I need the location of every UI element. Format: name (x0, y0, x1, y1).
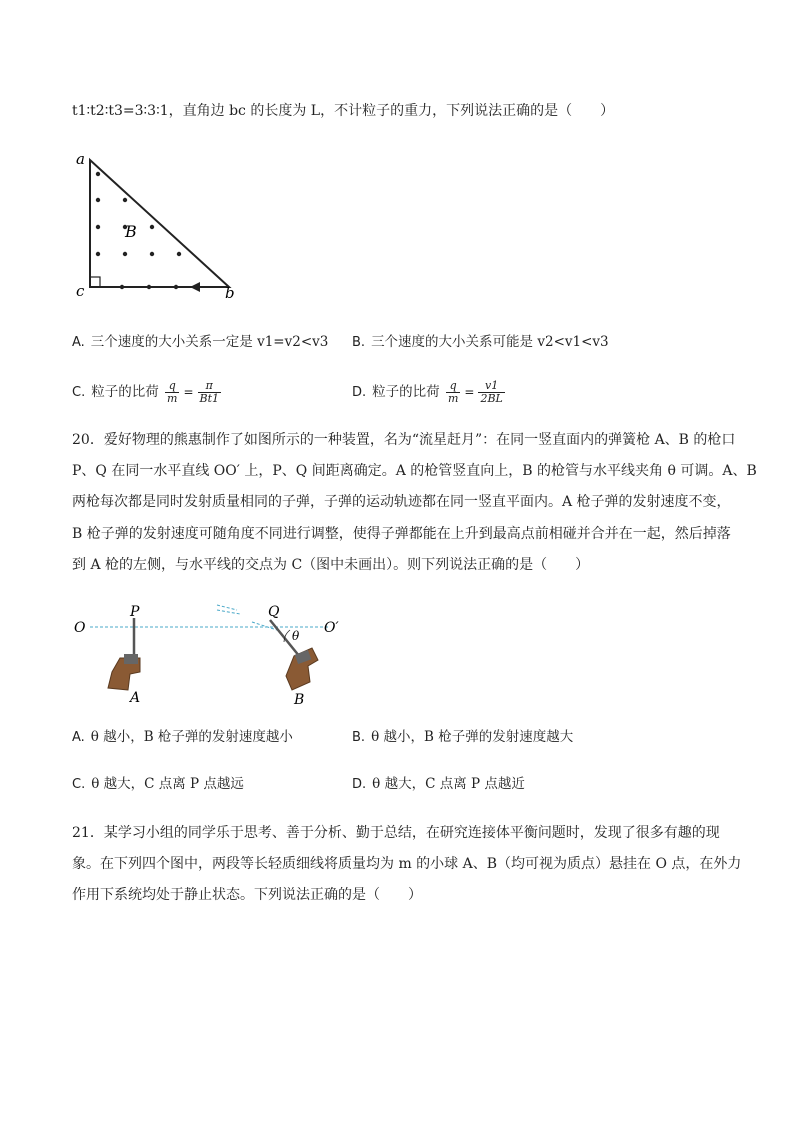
q20-option-d (352, 774, 525, 795)
option-label: B. (352, 730, 366, 745)
option-text: 粒子的比荷 (372, 384, 440, 400)
q19-intro: t1∶t2∶t3=3∶3∶1，直角边 bc 的长度为 L，不计粒子的重力，下列说法正确的是（ ） (72, 103, 615, 119)
q20-line-3: 两枪每次都是同时发射质量相同的子弹，子弹的运动轨迹都在同一竖直平面内。A 枪子弹的发射速度不变， (72, 494, 731, 510)
q20-line-2: P、Q 在同一水平直线 OO′ 上，P、Q 间距离确定。A 的枪管竖直向上，B 的枪管与水平线夹角 θ 可调。A、B (72, 463, 757, 479)
option-text: 粒子的比荷 (91, 384, 159, 400)
option-text: 三个速度的大小关系一定是 v1=v2<v3 (90, 334, 329, 350)
fraction-pi-over-bt1: $\frac{\pi}{Bt1}$ (199, 379, 220, 405)
fraction-q-over-m: $\frac{q}{m}$ (167, 379, 178, 405)
q19-option-b (352, 332, 609, 353)
label-A: A (130, 690, 141, 706)
label-a: a (76, 150, 85, 168)
q19-triangle-figure (72, 150, 252, 300)
q21-line-2: 象。在下列四个图中，两段等长轻质细线将质量均为 m 的小球 A、B（均可视为质点）悬挂在 O 点，在外力 (72, 856, 742, 872)
q19-option-c: C. 粒子的比荷 $\frac{q}{m}$ = $\frac{\pi}{Bt1}$ (72, 379, 220, 405)
fraction-v1-over-2bl: $\frac{v1}{2BL}$ (480, 379, 503, 405)
q19-option-d: D. 粒子的比荷 $\frac{q}{m}$ = $\frac{v1}{2BL}$ (352, 379, 503, 405)
label-theta: θ (292, 629, 300, 643)
q19-option-a (72, 332, 328, 353)
fraction-q-over-m: $\frac{q}{m}$ (447, 379, 459, 405)
label-b: b (225, 284, 235, 300)
option-label: C. (72, 385, 86, 400)
q20-option-b (352, 727, 573, 748)
option-text: θ 越大，C 点离 P 点越近 (372, 776, 525, 792)
q20-line-1: 20．爱好物理的熊惠制作了如图所示的一种装置，名为“流星赶月”：在同一竖直面内的弹簧枪 A、B 的枪口 (72, 432, 736, 448)
option-label: B. (352, 335, 366, 350)
option-label: C. (72, 777, 86, 792)
label-P: P (130, 604, 140, 620)
option-label: A. (72, 730, 85, 745)
option-label: A. (72, 335, 85, 350)
q20-guns-figure (72, 600, 372, 710)
q20-line-4: B 枪子弹的发射速度可随角度不同进行调整，使得子弹都能在上升到最高点前相碰并合并在一起，然后掉落 (72, 526, 731, 542)
option-text: θ 越小，B 枪子弹的发射速度越小 (90, 729, 293, 745)
q21-line-3: 作用下系统均处于静止状态。下列说法正确的是（ ） (72, 887, 422, 903)
option-label: D. (352, 385, 367, 400)
option-text: 三个速度的大小关系可能是 v2<v1<v3 (371, 334, 609, 350)
q20-option-a (72, 727, 293, 748)
option-text: θ 越大，C 点离 P 点越远 (91, 776, 244, 792)
label-O-prime: O′ (324, 620, 339, 636)
q21-line-1: 21．某学习小组的同学乐于思考、善于分析、勤于总结，在研究连接体平衡问题时，发现了很多有趣的现 (72, 825, 720, 841)
label-B: B (294, 692, 305, 708)
label-Q: Q (268, 604, 280, 620)
label-O: O (74, 620, 86, 636)
option-label: D. (352, 777, 367, 792)
option-text: θ 越小，B 枪子弹的发射速度越大 (371, 729, 574, 745)
q20-line-5: 到 A 枪的左侧，与水平线的交点为 C（图中未画出）。则下列说法正确的是（ ） (72, 557, 590, 573)
label-B: B (125, 222, 137, 241)
q20-option-c (72, 774, 244, 795)
label-c: c (76, 282, 85, 300)
